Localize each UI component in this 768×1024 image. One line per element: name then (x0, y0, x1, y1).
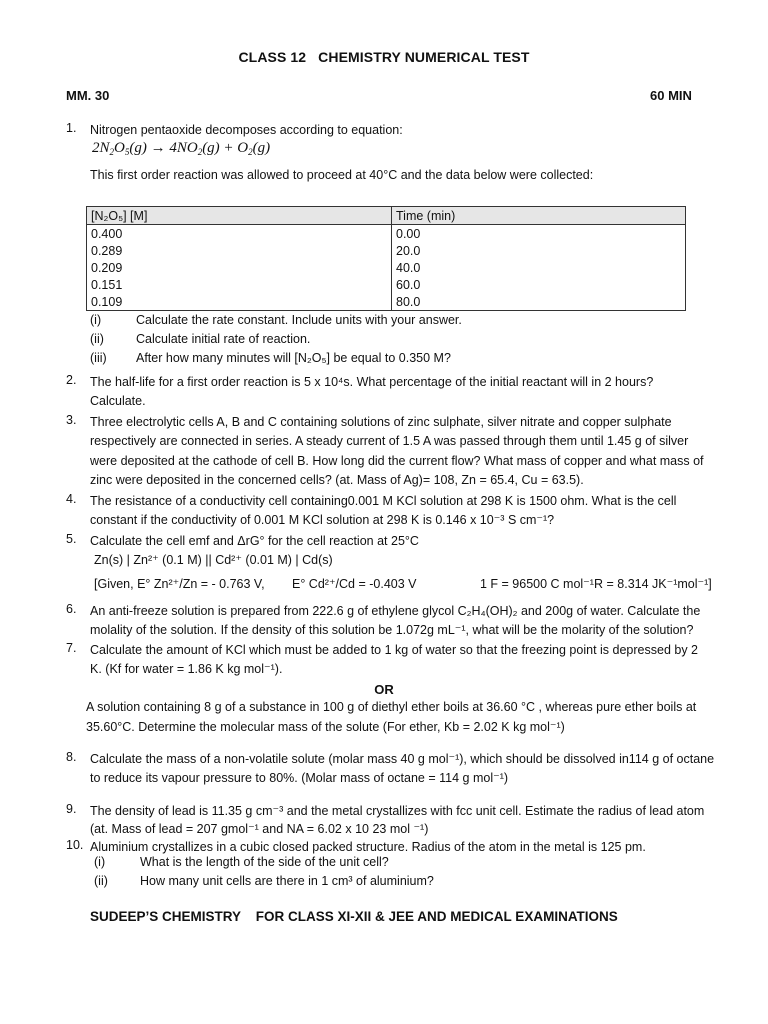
q7-alt-line1: A solution containing 8 g of a substance in 100 g of diethyl ether boils at 36.60 °C , whereas pure ether boils at (86, 700, 697, 714)
q7-alt-line2: 35.60°C. Determine the molecular mass of the solute (For ether, Kb = 2.02 K kg mol⁻¹) (86, 720, 565, 734)
subpart-number: (iii) (90, 351, 107, 365)
q5-given-zn: [Given, E° Zn²⁺/Zn = - 0.763 V, (94, 577, 265, 591)
subpart-number: (i) (90, 313, 102, 327)
subpart-text: What is the length of the side of the unit cell? (140, 855, 389, 869)
page-title: CLASS 12 CHEMISTRY NUMERICAL TEST (238, 49, 530, 65)
data-table (86, 206, 686, 311)
q5-given-faraday: 1 F = 96500 C mol⁻¹ (480, 577, 594, 591)
q1-text: This first order reaction was allowed to proceed at 40°C and the data below were collected: (90, 168, 594, 182)
table-cell: 80.0 (392, 293, 686, 311)
or-separator: OR (374, 682, 394, 697)
table-header-concentration: [N₂O₅] [M] (87, 207, 392, 225)
subpart-text: After how many minutes will [N₂O₅] be equal to 0.350 M? (136, 351, 451, 365)
q1-equation: $2N_2O_5(g) \to 4NO_2(g) + O_2(g)$ (92, 140, 271, 157)
subpart-number: (ii) (90, 332, 104, 346)
q9-line1: The density of lead is 11.35 g cm⁻³ and the metal crystallizes with fcc unit cell. Estimate the radius of lead atom (90, 804, 705, 818)
table-cell: 0.209 (87, 259, 392, 276)
question-number: 3. (66, 413, 77, 427)
subpart-text: Calculate initial rate of reaction. (136, 332, 311, 346)
q7-line1: Calculate the amount of KCl which must be added to 1 kg of water so that the freezing point is depressed by 2 (90, 643, 698, 657)
question-number: 1. (66, 121, 77, 135)
table-row (87, 259, 686, 276)
table-row (87, 225, 686, 243)
table-row (87, 242, 686, 259)
q7-line2: K. (Kf for water = 1.86 K kg mol⁻¹). (90, 662, 283, 676)
q5-cell-notation: Zn(s) | Zn²⁺ (0.1 M) || Cd²⁺ (0.01 M) | Cd(s) (94, 553, 333, 567)
table-cell: 40.0 (392, 259, 686, 276)
question-number: 4. (66, 492, 77, 506)
q4-line2: constant if the conductivity of 0.001 M KCl solution at 298 K is 0.146 x 10⁻³ S cm⁻¹? (90, 513, 555, 527)
time-limit: 60 MIN (650, 88, 692, 103)
question-number: 9. (66, 802, 77, 816)
q4-line1: The resistance of a conductivity cell containing0.001 M KCl solution at 298 K is 1500 ohm. What is the cell (90, 494, 677, 508)
table-cell: 20.0 (392, 242, 686, 259)
subpart-number: (ii) (94, 874, 108, 888)
q8-line2: to reduce its vapour pressure to 80%. (Molar mass of octane = 114 g mol⁻¹) (90, 771, 509, 785)
q2-line2: Calculate. (90, 394, 146, 408)
table-row (87, 293, 686, 311)
table-cell: 60.0 (392, 276, 686, 293)
question-number: 6. (66, 602, 77, 616)
q3-line: zinc were deposited in the concerned cells? (at. Mass of Ag)= 108, Zn = 65.4, Cu = 63.5). (90, 473, 584, 487)
table-cell: 0.400 (87, 225, 392, 243)
table-cell: 0.151 (87, 276, 392, 293)
q5-given-gas-constant: R = 8.314 JK⁻¹mol⁻¹] (594, 577, 712, 591)
q10-line1: Aluminium crystallizes in a cubic closed packed structure. Radius of the atom in the metal is 125 pm. (90, 840, 646, 854)
q3-line: Three electrolytic cells A, B and C containing solutions of zinc sulphate, silver nitrate and copper sulphate (90, 415, 672, 429)
subpart-text: Calculate the rate constant. Include units with your answer. (136, 313, 462, 327)
table-header-time: Time (min) (392, 207, 686, 225)
subpart-text: How many unit cells are there in 1 cm³ of aluminium? (140, 874, 434, 888)
question-number: 8. (66, 750, 77, 764)
table-cell: 0.289 (87, 242, 392, 259)
q3-line: respectively are connected in series. A steady current of 1.5 A was passed through them until 1.45 g of silver (90, 434, 689, 448)
q8-line1: Calculate the mass of a non-volatile solute (molar mass 40 g mol⁻¹), which should be dissolved in114 g of octane (90, 752, 715, 766)
q5-line1: Calculate the cell emf and ΔrG° for the cell reaction at 25°C (90, 534, 419, 548)
q5-given-cd: E° Cd²⁺/Cd = -0.403 V (292, 577, 417, 591)
q6-line1: An anti-freeze solution is prepared from 222.6 g of ethylene glycol C₂H₄(OH)₂ and 200g of water. Calculate the (90, 604, 701, 618)
question-number: 2. (66, 373, 77, 387)
question-number: 10. (66, 838, 84, 852)
subpart-number: (i) (94, 855, 106, 869)
footer-branding: SUDEEP’S CHEMISTRY FOR CLASS XI-XII & JEE AND MEDICAL EXAMINATIONS (90, 909, 618, 924)
table-cell: 0.109 (87, 293, 392, 311)
table-row (87, 276, 686, 293)
question-number: 7. (66, 641, 77, 655)
q2-line1: The half-life for a first order reaction is 5 x 10⁴s. What percentage of the initial reactant will in 2 hours? (90, 375, 654, 389)
q6-line2: molality of the solution. If the density of this solution be 1.072g mL⁻¹, what will be the molarity of the solution? (90, 623, 694, 637)
q9-line2: (at. Mass of lead = 207 gmol⁻¹ and NA = 6.02 x 10 23 mol ⁻¹) (90, 822, 429, 836)
max-marks: MM. 30 (66, 88, 110, 103)
q1-intro: Nitrogen pentaoxide decomposes according to equation: (90, 123, 403, 137)
q3-line: were deposited at the cathode of cell B. How long did the current flow? What mass of copper and what mass of (90, 454, 704, 468)
table-cell: 0.00 (392, 225, 686, 243)
question-number: 5. (66, 532, 77, 546)
